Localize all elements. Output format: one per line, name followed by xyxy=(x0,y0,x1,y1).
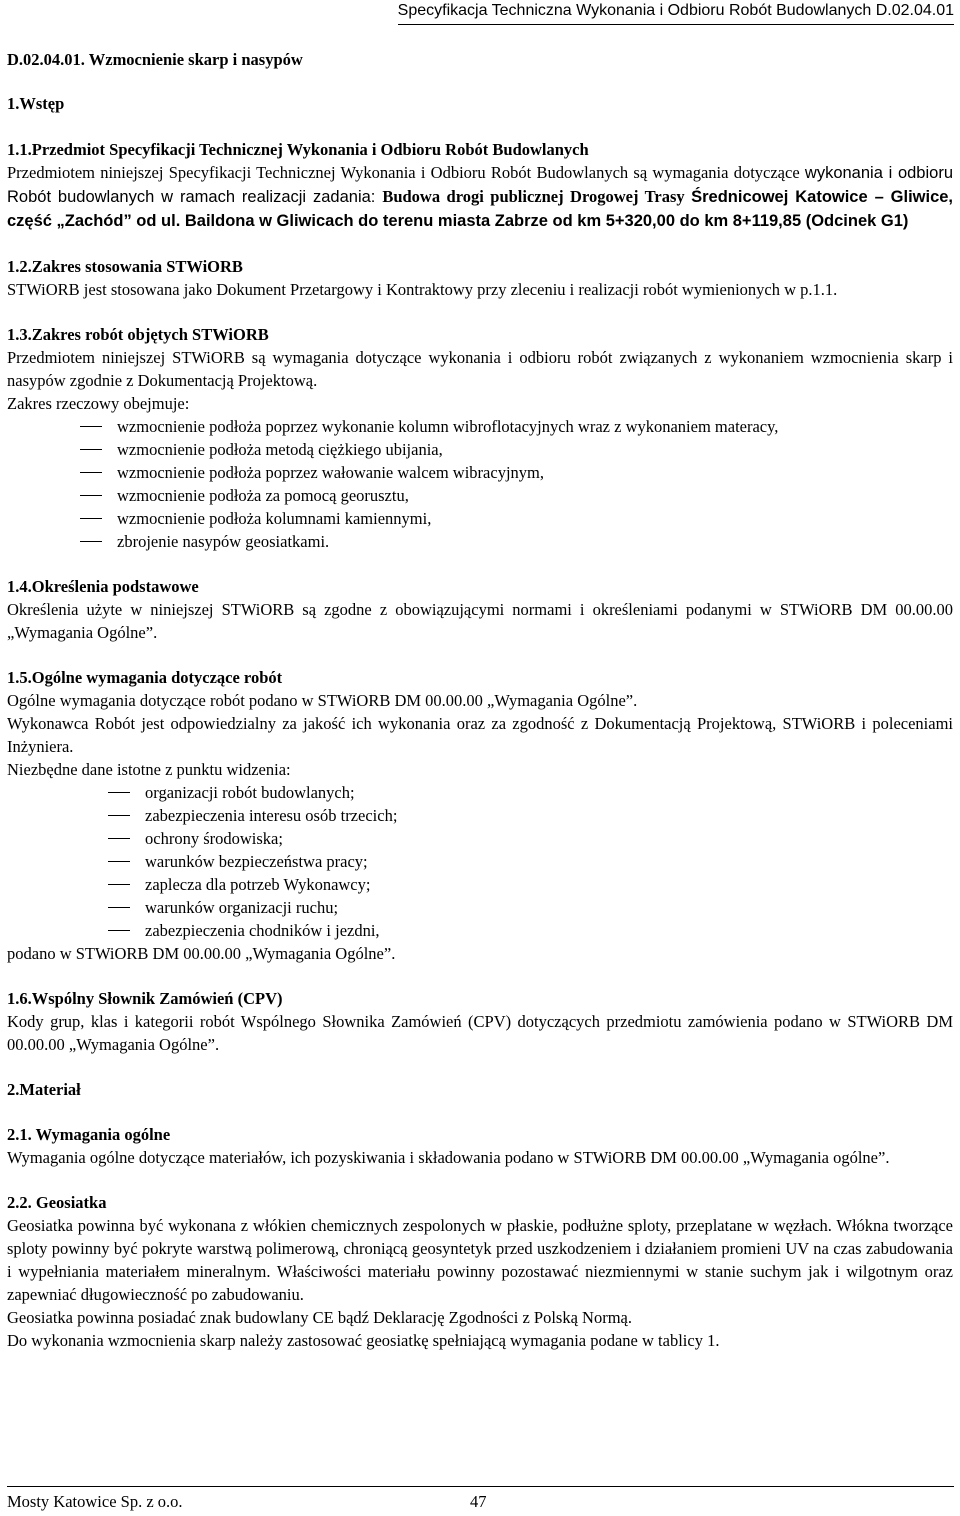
section-1-2-text: STWiORB jest stosowana jako Dokument Przetargowy i Kontraktowy przy zleceniu i realizacji robót wymienionych w p.1.1. xyxy=(7,280,838,299)
data-intro: Niezbędne dane istotne z punktu widzenia: xyxy=(7,760,291,779)
list-item: zabezpieczenia chodników i jezdni, xyxy=(7,919,953,942)
task-name-a: Budowa drogi publicznej Drogowej Trasy xyxy=(382,187,685,206)
list-item: zaplecza dla potrzeb Wykonawcy; xyxy=(7,873,953,896)
running-header: Specyfikacja Techniczna Wykonania i Odbioru Robót Budowlanych D.02.04.01 xyxy=(398,0,954,25)
dash-icon xyxy=(80,541,102,542)
section-2-2-text-1: Geosiatka powinna być wykonana z włókien chemicznych zespolonych w płaskie, podłużne sploty, przeplatane w węzłach. Włókna tworzące sploty powinny być pokryte warstwą polimerową, chroniącą geosyntetyk przed uszkodzeniem i działaniem promieni UV na czas zabudowania i wypełniania materiałem mineralnym. Właściwości materiału powinny pozostawać niezmiennymi w stanie suchym jak i wilgotnym oraz zapewniać długowieczność po zabudowaniu. xyxy=(7,1216,953,1304)
dash-icon xyxy=(80,518,102,519)
page-number: 47 xyxy=(470,1492,487,1511)
list-item: wzmocnienie podłoża poprzez wałowanie walcem wibracyjnym, xyxy=(7,461,953,484)
list-item: wzmocnienie podłoża za pomocą georusztu, xyxy=(7,484,953,507)
list-item: organizacji robót budowlanych; xyxy=(7,781,953,804)
list-item: zbrojenie nasypów geosiatkami. xyxy=(7,530,953,553)
section-1-1-text-serif: Przedmiotem niniejszej Specyfikacji Technicznej Wykonania i Odbioru Robót Budowlanych są wymagania dotyczące xyxy=(7,163,800,182)
dash-icon xyxy=(108,930,130,931)
dash-icon xyxy=(108,861,130,862)
section-1-5-text-1: Ogólne wymagania dotyczące robót podano w STWiORB DM 00.00.00 „Wymagania Ogólne”. xyxy=(7,691,638,710)
list-item: ochrony środowiska; xyxy=(7,827,953,850)
section-1-6-text: Kody grup, klas i kategorii robót Wspólnego Słownika Zamówień (CPV) dotyczących przedmiotu zamówienia podano w STWiORB DM 00.00.00 „Wymagania Ogólne”. xyxy=(7,1012,953,1054)
section-1-1-heading: 1.1.Przedmiot Specyfikacji Technicznej Wykonania i Odbioru Robót Budowlanych xyxy=(7,140,589,159)
document-body xyxy=(7,138,953,1352)
section-2-heading: 2.Materiał xyxy=(7,1080,81,1099)
section-2-2-heading: 2.2. Geosiatka xyxy=(7,1193,107,1212)
list-item: warunków bezpieczeństwa pracy; xyxy=(7,850,953,873)
section-1-4-text: Określenia użyte w niniejszej STWiORB są zgodne z obowiązującymi normami i określeniami podanymi w STWiORB DM 00.00.00 „Wymagania Ogólne”. xyxy=(7,600,953,642)
section-1-1-text-sans: wykonania i odbioru Robót budowlanych w ramach realizacji zadania: xyxy=(7,164,953,206)
dash-icon xyxy=(108,884,130,885)
section-1-2-heading: 1.2.Zakres stosowania STWiORB xyxy=(7,257,243,276)
dash-icon xyxy=(108,792,130,793)
section-1-3-text: Przedmiotem niniejszej STWiORB są wymagania dotyczące wykonania i odbioru robót związanych z wykonaniem wzmocnienia skarp i nasypów zgodnie z Dokumentacją Projektową. xyxy=(7,348,953,390)
list-item: warunków organizacji ruchu; xyxy=(7,896,953,919)
list-item: wzmocnienie podłoża kolumnami kamiennymi, xyxy=(7,507,953,530)
section-1-3-heading: 1.3.Zakres robót objętych STWiORB xyxy=(7,325,269,344)
list-item: wzmocnienie podłoża poprzez wykonanie kolumn wibroflotacyjnych wraz z wykonaniem materacy, xyxy=(7,415,953,438)
section-1-4-heading: 1.4.Określenia podstawowe xyxy=(7,577,199,596)
dash-icon xyxy=(80,495,102,496)
list-item: wzmocnienie podłoża metodą ciężkiego ubijania, xyxy=(7,438,953,461)
section-1-1-text xyxy=(7,161,953,233)
data-outro: podano w STWiORB DM 00.00.00 „Wymagania Ogólne”. xyxy=(7,944,396,963)
section-1-heading: 1.Wstęp xyxy=(7,94,65,113)
section-1-6-heading: 1.6.Wspólny Słownik Zamówień (CPV) xyxy=(7,989,283,1008)
dash-icon xyxy=(108,838,130,839)
document-title: D.02.04.01. Wzmocnienie skarp i nasypów xyxy=(7,50,303,69)
dash-icon xyxy=(80,426,102,427)
data-list xyxy=(7,781,953,942)
dash-icon xyxy=(80,472,102,473)
section-2-2-text-2: Geosiatka powinna posiadać znak budowlany CE bądź Deklarację Zgodności z Polską Normą. xyxy=(7,1308,632,1327)
scope-intro: Zakres rzeczowy obejmuje: xyxy=(7,394,190,413)
scope-list xyxy=(7,415,953,553)
section-1-5-text-2: Wykonawca Robót jest odpowiedzialny za jakość ich wykonania oraz za zgodność z Dokumentacją Projektową, STWiORB i poleceniami Inżyniera. xyxy=(7,714,953,756)
footer-company: Mosty Katowice Sp. z o.o. xyxy=(7,1492,183,1511)
footer-divider xyxy=(7,1486,954,1487)
dash-icon xyxy=(80,449,102,450)
task-name-b: Średnicowej Katowice – Gliwice, część „Zachód” od ul. Baildona w Gliwicach do terenu miasta Zabrze od km 5+320,00 do km 8+119,85 (Odcinek G1) xyxy=(7,188,954,230)
section-2-2-text-3: Do wykonania wzmocnienia skarp należy zastosować geosiatkę spełniającą wymagania podane w tablicy 1. xyxy=(7,1331,720,1350)
section-2-1-heading: 2.1. Wymagania ogólne xyxy=(7,1125,171,1144)
list-item: zabezpieczenia interesu osób trzecich; xyxy=(7,804,953,827)
section-2-1-text: Wymagania ogólne dotyczące materiałów, ich pozyskiwania i składowania podano w STWiORB DM 00.00.00 „Wymagania ogólne”. xyxy=(7,1148,890,1167)
dash-icon xyxy=(108,815,130,816)
dash-icon xyxy=(108,907,130,908)
section-1-5-heading: 1.5.Ogólne wymagania dotyczące robót xyxy=(7,668,283,687)
